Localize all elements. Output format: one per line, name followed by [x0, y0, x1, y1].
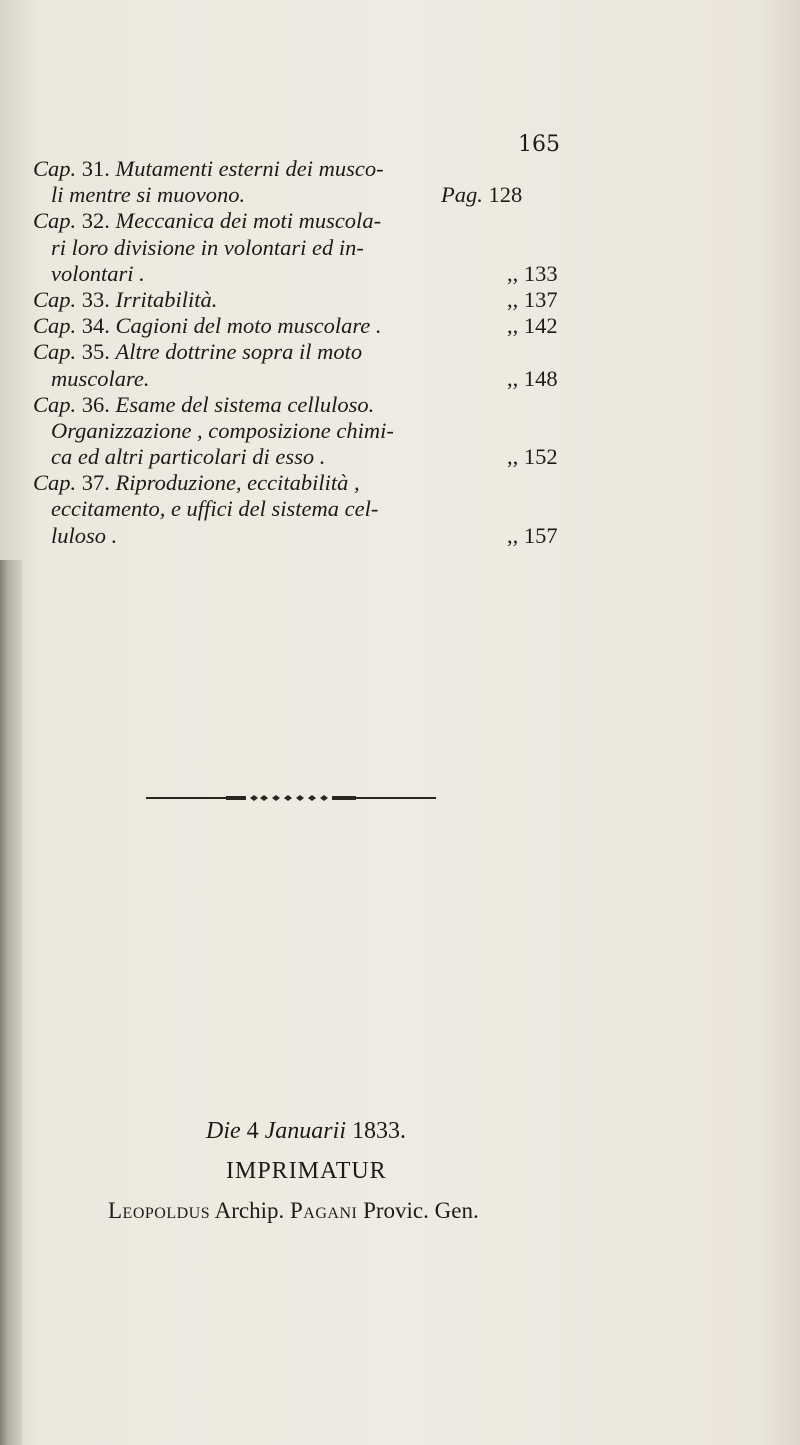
toc-entry-33 — [33, 287, 778, 313]
page-value: 152 — [523, 444, 558, 470]
imprimatur-word: IMPRIMATUR — [226, 1158, 387, 1184]
chapter-title-line: li mentre si muovono. — [51, 182, 246, 208]
chapter-label: Cap. — [33, 339, 77, 365]
toc-entry-35 — [33, 339, 778, 391]
page-reference — [507, 523, 558, 549]
page-reference — [507, 261, 558, 287]
chapter-number: 31. — [81, 156, 110, 181]
signer-role: Provic. Gen. — [363, 1198, 479, 1223]
toc-entry-32 — [33, 208, 778, 287]
page-reference — [507, 444, 558, 470]
chapter-title-line: volontari . — [51, 260, 145, 286]
imprimatur-date — [206, 1118, 406, 1145]
page-value: 137 — [523, 286, 558, 312]
toc-entry-31 — [33, 156, 778, 208]
chapter-number: 36. — [81, 391, 110, 417]
page-prefix: ,, — [507, 313, 519, 339]
chapter-title-line: ca ed altri particolari di esso . — [51, 444, 326, 470]
page-prefix: ,, — [507, 260, 519, 286]
chapter-title-line: muscolare. — [51, 365, 150, 391]
page-prefix: ,, — [507, 286, 519, 312]
chapter-number: 34. — [81, 313, 110, 339]
chapter-title-line: eccitamento, e uffici del sistema cel- — [51, 496, 379, 522]
chapter-number: 33. — [81, 286, 110, 312]
page-reference — [507, 313, 558, 339]
page-prefix: Pag. — [441, 182, 483, 208]
toc-entry-36 — [33, 392, 778, 471]
table-of-contents — [33, 156, 778, 549]
toc-entry-37 — [33, 470, 778, 549]
chapter-number: 32. — [81, 208, 110, 234]
signer-surname: Pagani — [289, 1198, 358, 1223]
chapter-label: Cap. — [33, 313, 77, 339]
chapter-label: Cap. — [33, 208, 77, 234]
chapter-label: Cap. — [33, 156, 77, 181]
chapter-label: Cap. — [33, 391, 77, 417]
chapter-title-line: Cagioni del moto muscolare . — [115, 313, 382, 339]
chapter-title-line: Esame del sistema celluloso. — [115, 391, 375, 417]
page-prefix: ,, — [507, 522, 519, 548]
date-day: 4 — [246, 1118, 259, 1144]
imprimatur-signature — [108, 1198, 479, 1224]
page-number: 165 — [518, 132, 560, 157]
binding-shadow — [0, 560, 22, 1445]
date-month: Januarii — [264, 1118, 346, 1144]
chapter-label: Cap. — [33, 470, 77, 496]
date-year: 1833. — [351, 1118, 406, 1144]
page-prefix: ,, — [507, 365, 519, 391]
chapter-title-line: ri loro divisione in volontari ed in- — [51, 234, 364, 260]
page-value: 133 — [523, 260, 558, 286]
chapter-title-line: Mutamenti esterni dei musco- — [115, 156, 384, 181]
ornamental-divider — [146, 795, 436, 801]
chapter-title-line: luloso . — [51, 522, 118, 548]
date-prefix: Die — [206, 1118, 241, 1144]
chapter-title-line: Riproduzione, eccitabilità , — [115, 470, 360, 496]
chapter-number: 35. — [81, 339, 110, 365]
signer-name: Leopoldus — [108, 1198, 211, 1223]
chapter-title-line: Altre dottrine sopra il moto — [115, 339, 363, 365]
chapter-title-line: Organizzazione , composizione chimi- — [51, 417, 394, 443]
page-reference — [507, 287, 558, 313]
chapter-title-line: Meccanica dei moti muscola- — [115, 208, 382, 234]
page-value: 148 — [523, 365, 558, 391]
page-value: 128 — [488, 182, 523, 208]
chapter-title-line: Irritabilità. — [115, 286, 218, 312]
toc-entry-34 — [33, 313, 778, 339]
page-prefix: ,, — [507, 444, 519, 470]
page-reference — [441, 182, 522, 208]
page-reference — [507, 366, 558, 392]
chapter-label: Cap. — [33, 286, 77, 312]
page-value: 157 — [523, 522, 558, 548]
page-value: 142 — [523, 313, 558, 339]
chapter-number: 37. — [81, 470, 110, 496]
signer-title: Archip. — [214, 1198, 285, 1223]
